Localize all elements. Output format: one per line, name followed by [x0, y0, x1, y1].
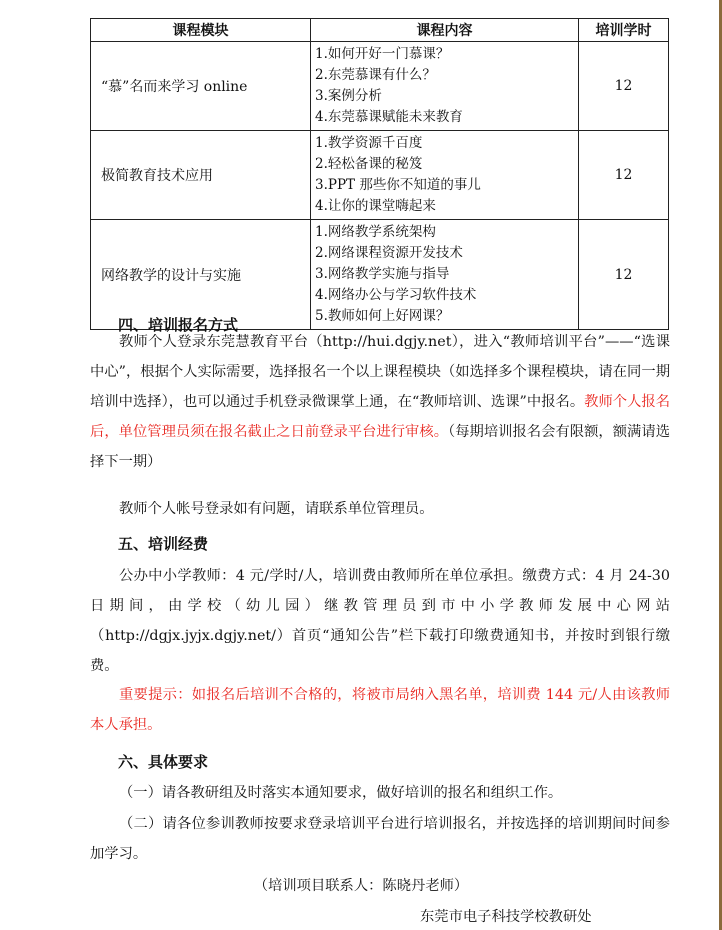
- module-cell: 极简教育技术应用: [91, 131, 311, 220]
- signature: 东莞市电子科技学校教研处: [420, 909, 592, 925]
- content-item: 4.让你的课堂嗨起来: [315, 198, 436, 214]
- module-cell: “慕”名而来学习 online: [91, 42, 311, 131]
- content-item: 4.东莞慕课赋能未来教育: [315, 109, 463, 125]
- header-hours: 培训学时: [579, 19, 669, 42]
- content-item: 3.案例分析: [315, 88, 382, 104]
- content-item: 2.东莞慕课有什么？: [315, 67, 436, 83]
- registration-warning: 教师个人报名后，单位管理员须在报名截止之日前登录平台进行审核。: [90, 394, 671, 440]
- table-row: [91, 220, 669, 330]
- header-module: 课程模块: [91, 19, 311, 42]
- requirement-paragraph-1: （一）请各教研组及时落实本通知要求，做好培训的报名和组织工作。: [119, 785, 563, 801]
- content-item: 2.轻松备课的秘笈: [315, 156, 423, 172]
- content-item: 3.PPT 那些你不知道的事儿: [315, 177, 481, 193]
- content-item: 5.教师如何上好网课？: [315, 308, 450, 324]
- table-row: [91, 42, 669, 131]
- registration-note: （每期培训报名会有限额，额满请选择下一期）: [90, 424, 670, 470]
- table-row: [91, 131, 669, 220]
- content-item: 2.网络课程资源开发技术: [315, 245, 463, 261]
- registration-paragraph: [90, 327, 670, 477]
- hours-cell: 12: [579, 131, 669, 220]
- account-help-paragraph: 教师个人帐号登录如有问题，请联系单位管理员。: [119, 501, 434, 517]
- content-cell: [311, 42, 579, 131]
- table-header-row: [91, 19, 669, 42]
- course-table: [90, 18, 669, 330]
- content-item: 3.网络教学实施与指导: [315, 266, 450, 282]
- section-heading-requirements: 六、具体要求: [118, 753, 209, 771]
- hours-cell: 12: [579, 42, 669, 131]
- registration-text: 教师个人登录东莞慧教育平台（http://hui.dgjy.net），进入“教师培训平台”——“选课中心”，根据个人实际需要，选择报名一个以上课程模块（如选择多个课程模块，请在同一期培训中选择），也可以通过手机登录微课掌上通，在“教师培训、选课”中报名。: [90, 334, 670, 410]
- content-item: 1.如何开好一门慕课？: [315, 46, 450, 62]
- fees-warning-paragraph: 重要提示：如报名后培训不合格的，将被市局纳入黑名单，培训费 144 元/人由该教师本人承担。: [90, 687, 670, 733]
- header-content: 课程内容: [311, 19, 579, 42]
- content-item: 4.网络办公与学习软件技术: [315, 287, 477, 303]
- hours-cell: 12: [579, 220, 669, 330]
- section-heading-registration: 四、培训报名方式: [118, 316, 239, 334]
- section-heading-fees: 五、培训经费: [118, 535, 209, 553]
- requirement-paragraph-2: （二）请各位参训教师按要求登录培训平台进行培训报名，并按选择的培训期间时间参加学习。: [90, 816, 670, 862]
- module-cell: 网络教学的设计与实施: [91, 220, 311, 330]
- content-item: 1.教学资源千百度: [315, 135, 423, 151]
- content-cell: [311, 131, 579, 220]
- fees-paragraph: 公办中小学教师：4 元/学时/人，培训费由教师所在单位承担。缴费方式：4 月 24-30 日期间，由学校（幼儿园）继教管理员到市中小学教师发展中心网站（http://dgjx.jyjx.dgjy.net/）首页“通知公告”栏下载打印缴费通知书，并按时到银行缴费。: [90, 568, 670, 674]
- contact-line: （培训项目联系人：陈晓丹老师）: [253, 878, 469, 894]
- content-item: 1.网络教学系统架构: [315, 224, 436, 240]
- content-cell: [311, 220, 579, 330]
